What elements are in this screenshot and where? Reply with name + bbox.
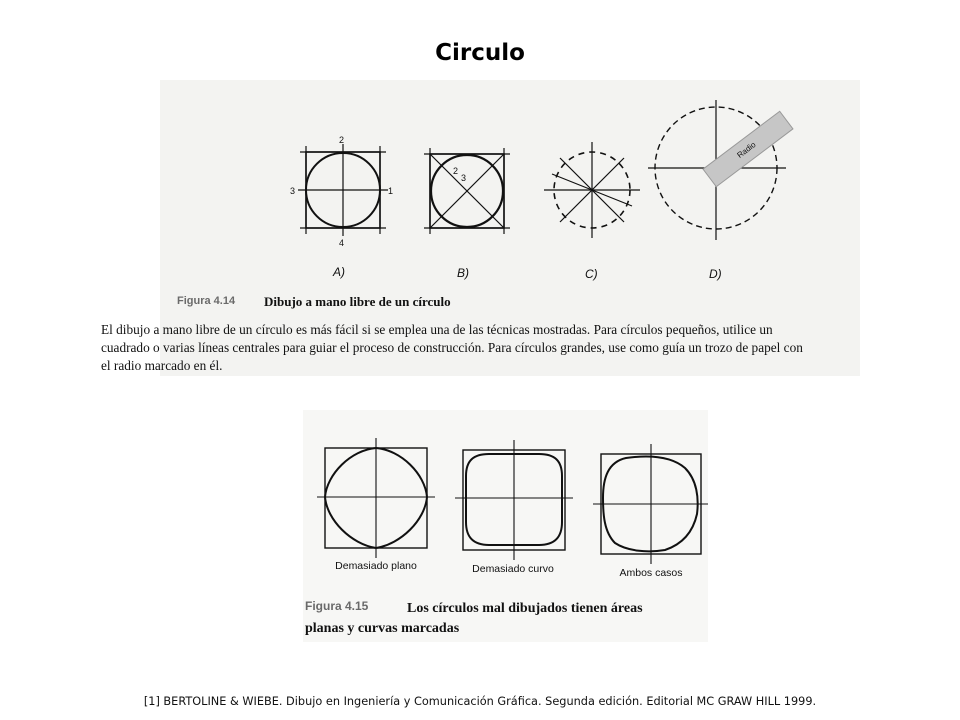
radio-label: Radio (735, 140, 758, 160)
panel-label-b: B) (457, 266, 469, 280)
panel-a-number-4: 4 (339, 238, 345, 248)
panel-b-number-2: 2 (453, 166, 459, 176)
panel-label-c: C) (585, 267, 598, 281)
figure-4-15-caption-line2: planas y curvas marcadas (305, 621, 460, 636)
paragraph-line: el radio marcado en él. (101, 358, 223, 373)
panel-d-paper-strip (648, 100, 793, 240)
figure-4-14-caption: Dibujo a mano libre de un círculo (264, 294, 451, 309)
figure-4-15-number: Figura 4.15 (305, 599, 369, 613)
panel-label-a: A) (333, 265, 345, 279)
paragraph-line: cuadrado o varias líneas centrales para guiar el proceso de construcción. Para círculos grandes, use como guía un trozo de papel con (101, 340, 803, 355)
figure-4-15-caption-line1: Los círculos mal dibujados tienen áreas (407, 601, 643, 616)
panel-a-number-2: 2 (339, 135, 345, 145)
too-flat-circle (317, 438, 435, 558)
figure-4-14-paragraph (101, 321, 861, 375)
too-curved-circle (455, 440, 573, 560)
figure-4-15-drawing (303, 410, 708, 642)
panel-b-square-diagonals (424, 148, 510, 234)
both-cases-circle (593, 444, 708, 564)
panel-a-number-1: 1 (388, 186, 394, 196)
panel-c-centerlines (544, 142, 640, 238)
panel-b-number-3: 3 (461, 173, 467, 183)
citation: [1] BERTOLINE & WIEBE. Dibujo en Ingeniería y Comunicación Gráfica. Segunda edición. Editorial MC GRAW HILL 1999. (143, 695, 817, 708)
too-curved-label: Demasiado curvo (472, 563, 554, 575)
panel-label-d: D) (709, 267, 722, 281)
too-flat-label: Demasiado plano (335, 560, 417, 572)
paragraph-line: El dibujo a mano libre de un círculo es más fácil si se emplea una de las técnicas mostradas. Para círculos pequeños, utilice un (101, 322, 773, 337)
panel-a-square-method (290, 135, 393, 248)
slide-title: Circulo (435, 40, 525, 66)
panel-a-number-3: 3 (290, 186, 296, 196)
figure-4-14-number: Figura 4.14 (177, 295, 236, 307)
both-cases-label: Ambos casos (619, 567, 683, 579)
figure-4-15-scan (303, 410, 708, 642)
